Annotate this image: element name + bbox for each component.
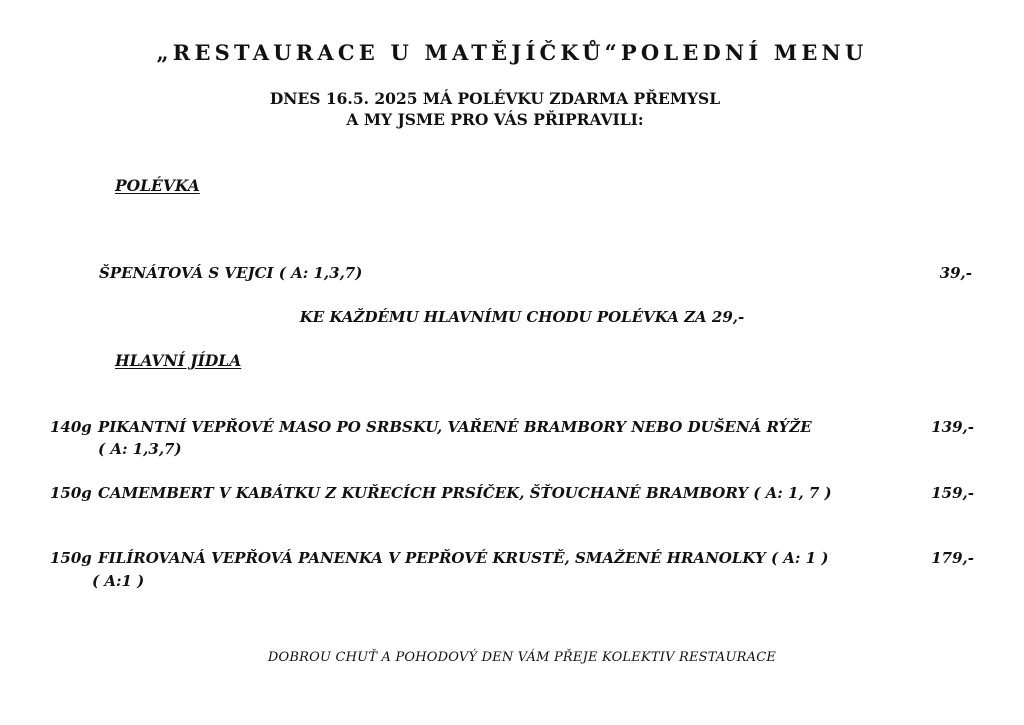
main-item-weight: 150g: [50, 549, 92, 567]
menu-subtitle-line2: A MY JSME PRO VÁS PŘIPRAVILI:: [346, 110, 644, 129]
main-item-allergens: ( A: 1,3,7): [98, 440, 182, 458]
main-item-price: 179,-: [931, 549, 974, 567]
menu-subtitle-line1: DNES 16.5. 2025 MÁ POLÉVKU ZDARMA PŘEMYSL: [269, 89, 721, 108]
soup-offer-note: KE KAŽDÉMU HLAVNÍMU CHODU POLÉVKA ZA 29,-: [299, 308, 745, 326]
soup-item-price: 39,-: [939, 264, 972, 282]
main-item-price: 139,-: [931, 418, 974, 436]
menu-title: „RESTAURACE U MATĚJÍČKŮ“POLEDNÍ MENU: [156, 40, 868, 65]
main-item-name: CAMEMBERT V KABÁTKU Z KUŘECÍCH PRSÍČEK, ŠŤOUCHANÉ BRAMBORY ( A: 1, 7 ): [98, 484, 832, 502]
main-item-allergens: ( A:1 ): [92, 572, 145, 590]
main-section-heading: HLAVNÍ JÍDLA: [115, 351, 242, 370]
main-item-weight: 150g: [50, 484, 92, 502]
soup-item-name: ŠPENÁTOVÁ S VEJCI ( A: 1,3,7): [99, 264, 363, 282]
main-item-price: 159,-: [931, 484, 974, 502]
main-item-name: PIKANTNÍ VEPŘOVÉ MASO PO SRBSKU, VAŘENÉ BRAMBORY NEBO DUŠENÁ RÝŽE: [98, 418, 812, 436]
soup-section-heading: POLÉVKA: [115, 176, 200, 195]
main-item-name: FILÍROVANÁ VEPŘOVÁ PANENKA V PEPŘOVÉ KRUSTĚ, SMAŽENÉ HRANOLKY ( A: 1 ): [98, 549, 829, 567]
footer-greeting: DOBROU CHUŤ A POHODOVÝ DEN VÁM PŘEJE KOLEKTIV RESTAURACE: [267, 650, 777, 665]
main-item-weight: 140g: [50, 418, 92, 436]
